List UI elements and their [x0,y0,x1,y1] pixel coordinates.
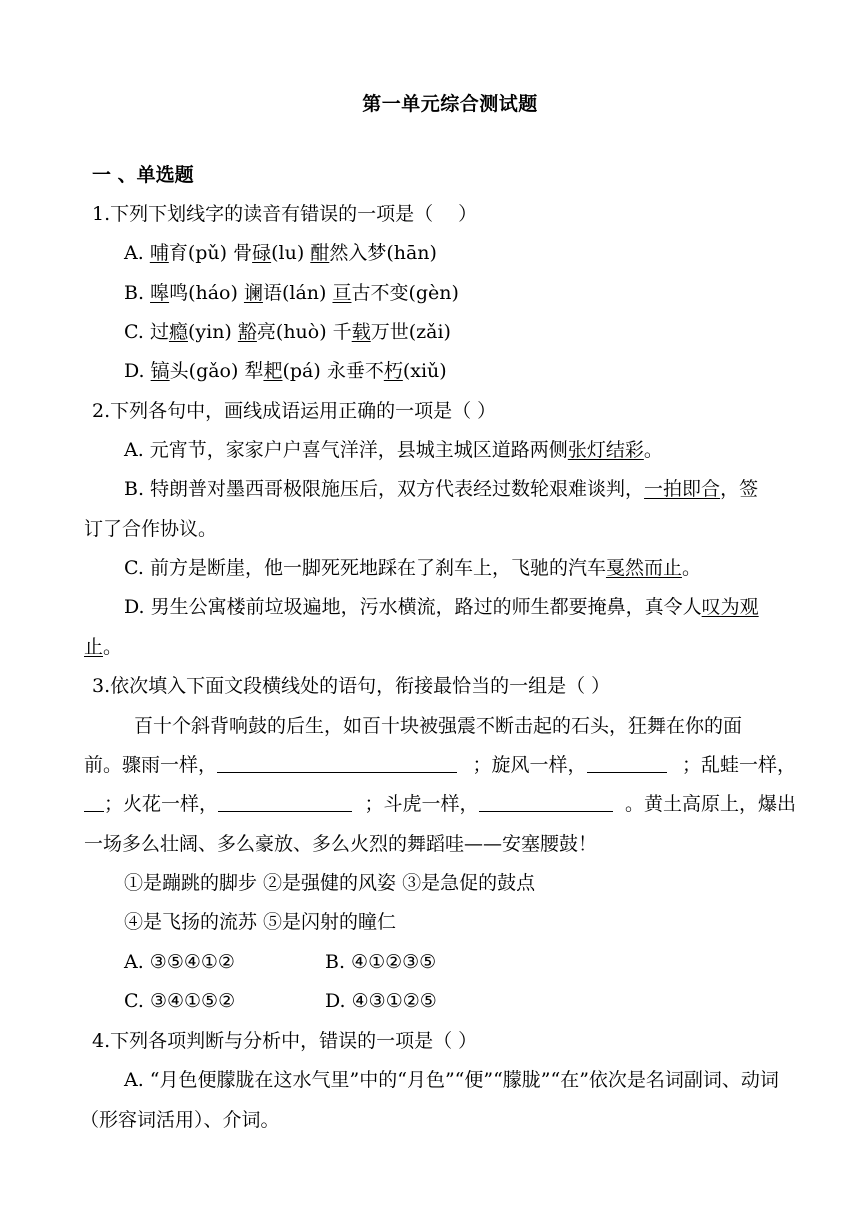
question-3-option-c: C. ③④①⑤② [124,990,236,1012]
question-1-option-b: B. 嗥鸣(háo) 谰语(lán) 亘古不变(gèn) [124,282,459,304]
question-3-option-b: B. ④①②③⑤ [325,951,437,973]
answer-blank[interactable] [84,793,104,812]
question-2-stem: 2.下列各句中，画线成语运用正确的一项是（ ） [92,400,497,422]
answer-blank[interactable] [218,793,352,812]
question-2-option-d-continued: 止。 [84,636,123,658]
question-3-option-a: A. ③⑤④①② [124,951,235,973]
question-1-option-a: A. 哺育(pǔ) 骨碌(lu) 酣然入梦(hān) [124,242,437,264]
question-4-option-a: A. “月色便朦胧在这水气里”中的“月色”“便”“朦胧”“在”依次是名词副词、动词 [124,1069,779,1091]
question-4-option-a-continued: （形容词活用）、介词。 [80,1109,280,1131]
question-3-stem: 3.依次填入下面文段横线处的语句，衔接最恰当的一组是（ ） [92,675,611,697]
section-heading: 一 、单选题 [92,164,194,186]
question-4-stem: 4.下列各项判断与分析中，错误的一项是（ ） [92,1030,478,1052]
question-3-choices-line-2: ④是飞扬的流苏 ⑤是闪射的瞳仁 [124,911,397,933]
answer-blank[interactable] [217,754,457,773]
question-1-stem: 1.下列下划线字的读音有错误的一项是（ ） [92,203,478,225]
question-1-option-c: C. 过瘾(yin) 豁亮(huò) 千载万世(zǎi) [124,321,451,343]
question-3-option-d: D. ④③①②⑤ [325,990,437,1012]
question-1-option-d: D. 镐头(gǎo) 犁耙(pá) 永垂不朽(xiǔ) [124,360,447,382]
question-3-passage-line-1: 百十个斜背响鼓的后生，如百十块被强震不断击起的石头，狂舞在你的面 [134,715,743,737]
question-2-option-b-continued: 订了合作协议。 [84,518,218,540]
question-2-option-b: B. 特朗普对墨西哥极限施压后，双方代表经过数轮艰难谈判，一拍即合，签 [124,478,759,500]
question-2-option-c: C. 前方是断崖，他一脚死死地踩在了刹车上，飞驰的汽车戛然而止。 [124,557,701,579]
question-2-option-a: A. 元宵节，家家户户喜气洋洋，县城主城区道路两侧张灯结彩。 [124,439,663,461]
question-3-passage-line-3: ；火花一样， ；斗虎一样， 。黄土高原上，爆出 [84,791,796,817]
question-3-passage-line-4: 一场多么壮阔、多么豪放、多么火烈的舞蹈哇——安塞腰鼓！ [84,833,598,855]
question-3-choices-line-1: ①是蹦跳的脚步 ②是强健的风姿 ③是急促的鼓点 [124,872,536,894]
answer-blank[interactable] [479,793,613,812]
question-2-option-d: D. 男生公寓楼前垃圾遍地，污水横流，路过的师生都要掩鼻，真令人叹为观 [124,596,759,618]
page-title: 第一单元综合测试题 [362,93,538,115]
answer-blank[interactable] [587,754,667,773]
question-3-passage-line-2: 前。骤雨一样， ；旋风一样， ；乱蛙一样， [84,754,796,776]
